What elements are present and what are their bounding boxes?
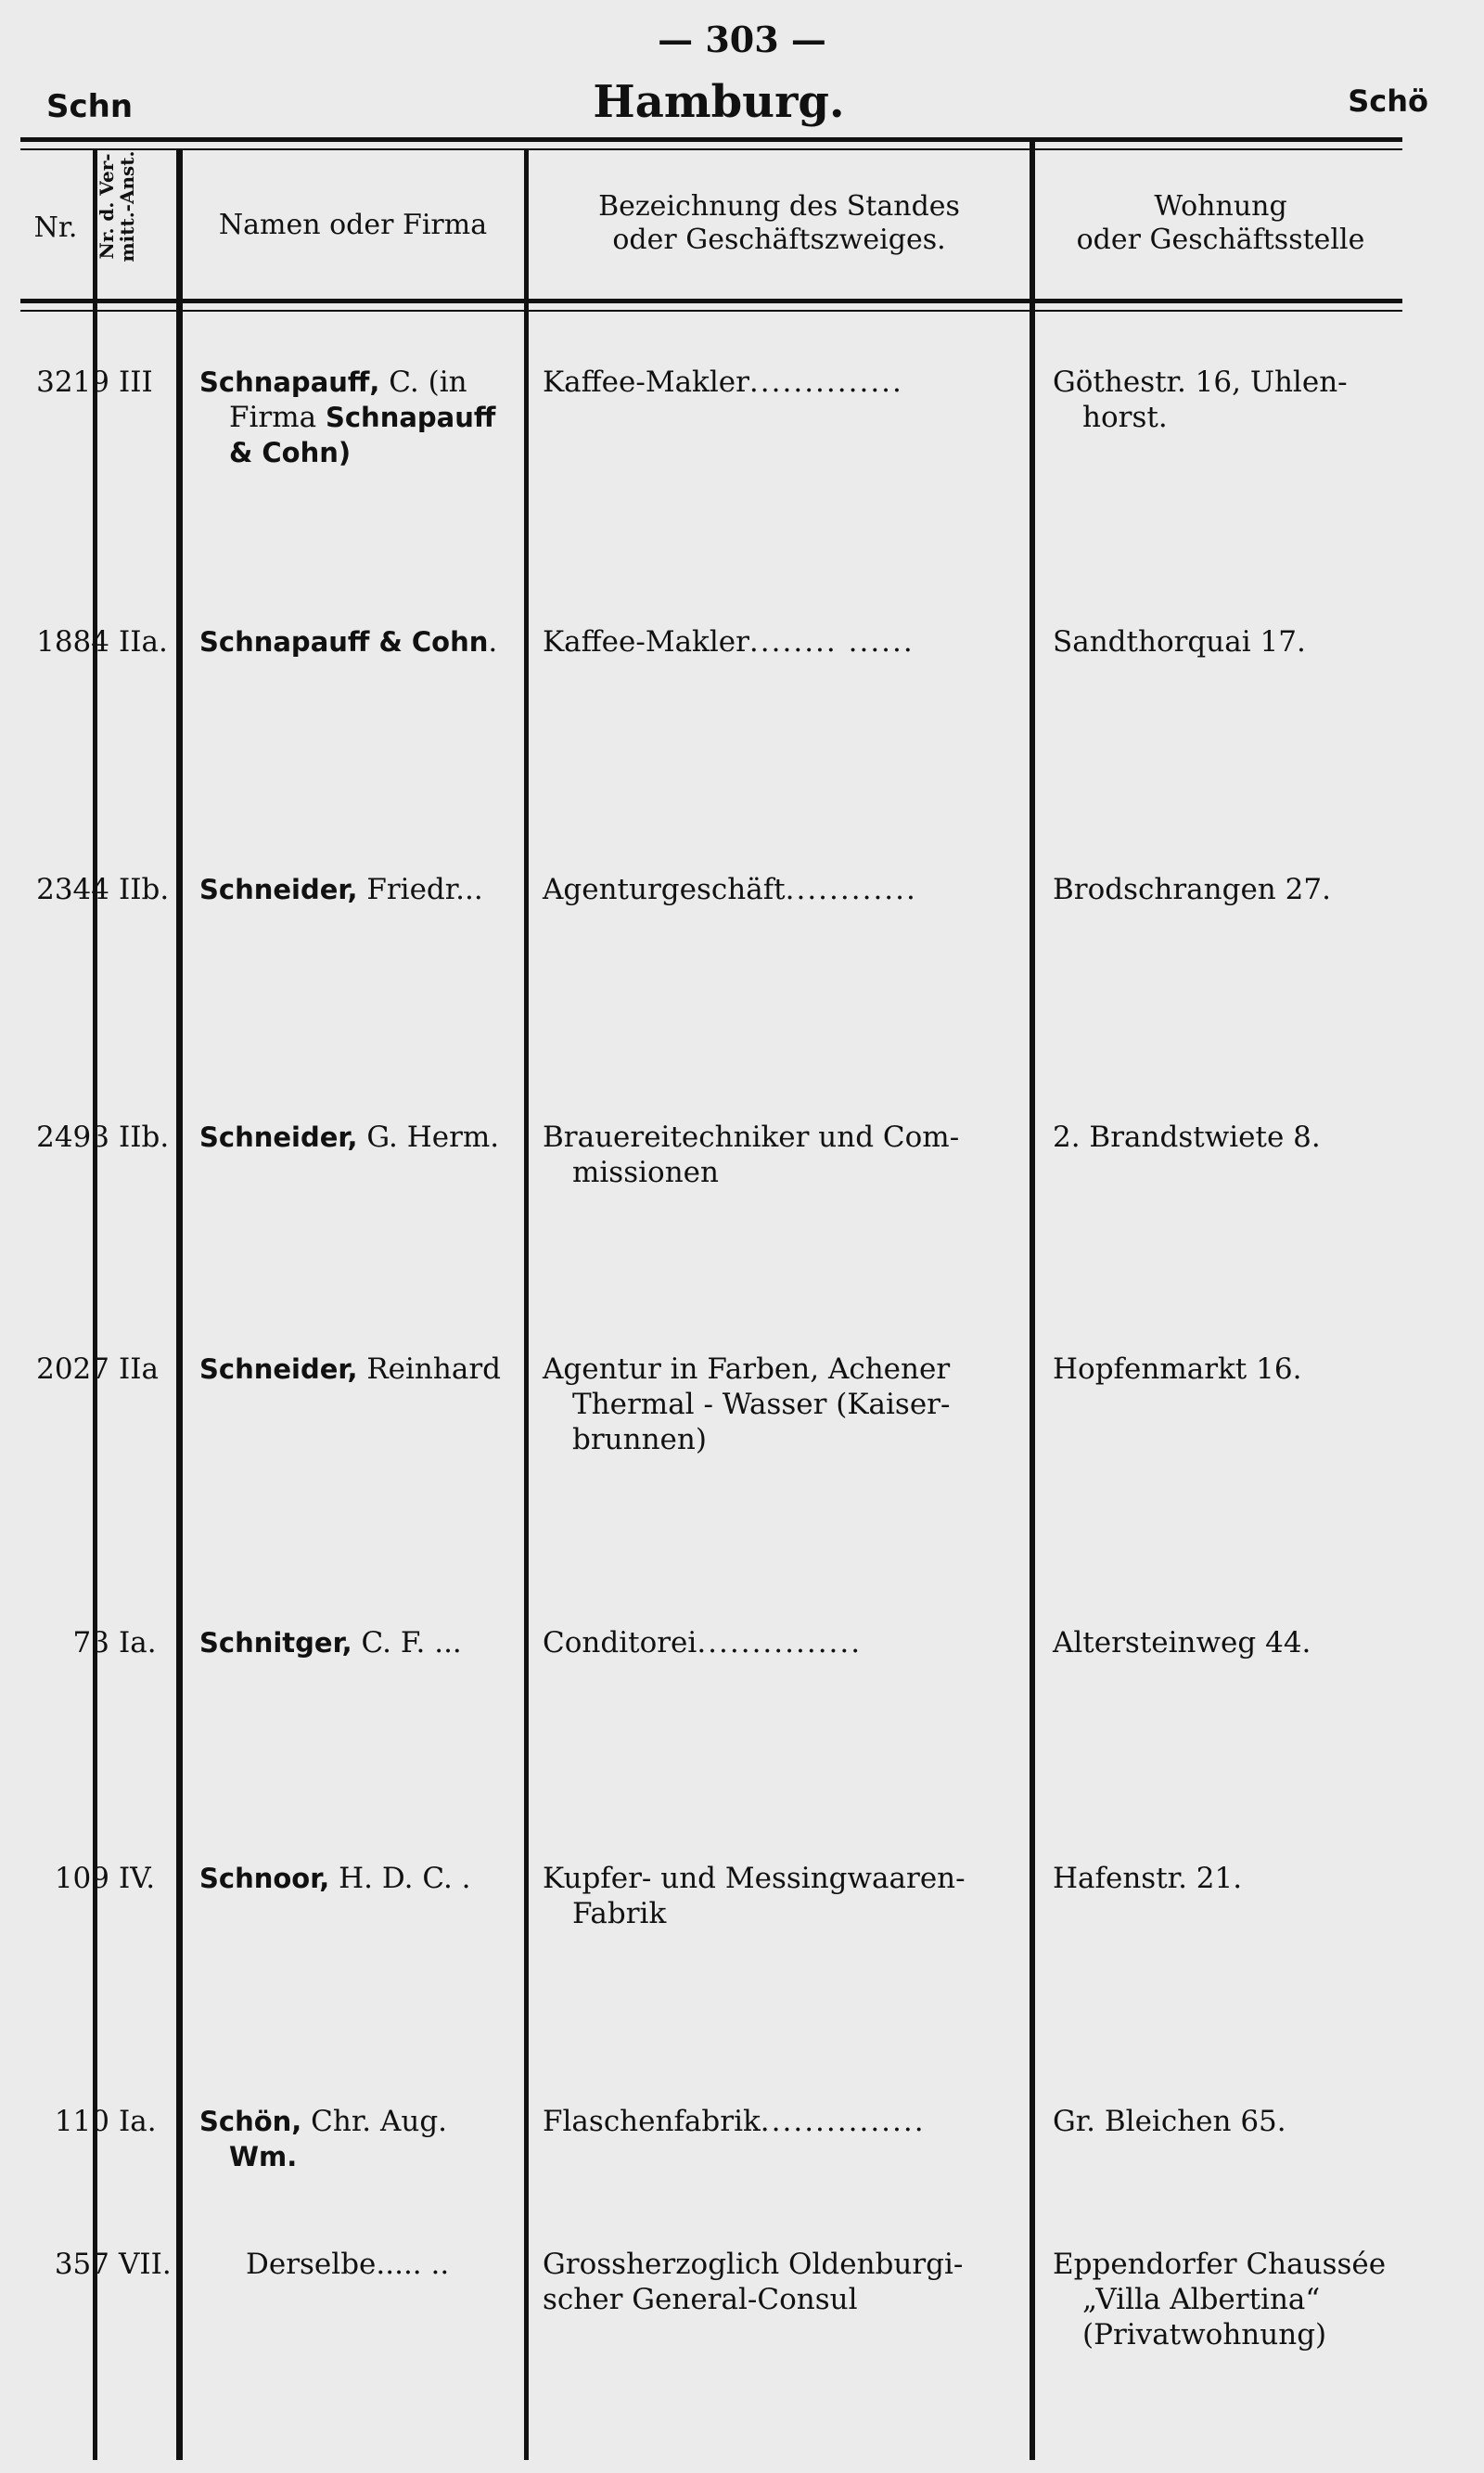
entry-desc-line2: Fabrik	[572, 1897, 667, 1930]
entry-addr-line1: Eppendorfer Chaussée	[1053, 2248, 1387, 2281]
entry-desc	[543, 872, 1025, 907]
entry-desc-line2: missionen	[572, 1156, 719, 1189]
column-header-vermitt-anst	[96, 148, 137, 264]
entry-class: IIa	[119, 1352, 159, 1386]
column-header-desc	[529, 190, 1030, 257]
entry-surname: Schneider,	[199, 1121, 358, 1153]
col-divider-3	[524, 150, 529, 2460]
column-header-addr	[1035, 190, 1406, 257]
entry-surname: Schneider,	[199, 874, 358, 905]
column-header-nr: Nr.	[33, 211, 78, 244]
entry-desc	[543, 2247, 1025, 2317]
entry-desc	[543, 2104, 1025, 2139]
entry-name-rest: G. Herm.	[357, 1121, 500, 1154]
entry-class: Ia.	[119, 2105, 157, 2138]
column-header-name: Namen oder Firma	[218, 209, 488, 241]
entry-addr: 2. Brandstwiete 8.	[1053, 1121, 1321, 1154]
entry-desc	[543, 1352, 1025, 1457]
entry-name-rest: Reinhard	[357, 1352, 501, 1386]
page-number: — 303 —	[658, 19, 826, 60]
entry-name-line2-bold: Schnapauff	[325, 402, 496, 433]
entry-addr	[1053, 365, 1424, 435]
entry-nr: 109	[54, 1862, 109, 1895]
entry-name	[199, 2104, 524, 2174]
running-head-right: Schö	[1348, 83, 1428, 119]
entry-name	[199, 624, 524, 660]
entry-name-rest: .	[488, 625, 498, 659]
entry-nr: 2344	[36, 873, 109, 906]
entry-nr: 357	[54, 2248, 109, 2281]
entry-class: III	[119, 365, 153, 399]
entry-surname: Schnapauff,	[199, 366, 380, 398]
entry-desc-line2: scher General-Consul	[543, 2283, 858, 2316]
entry-nr: 1884	[36, 625, 109, 659]
column-header-vermitt-anst-text: Nr. d. Ver- mitt.-Anst.	[96, 150, 138, 263]
entry-name-rest: Derselbe..... ..	[246, 2248, 450, 2281]
entry-name	[199, 2247, 524, 2282]
header-bottom-rule-1	[20, 299, 1402, 303]
entry-addr-line2: horst.	[1082, 401, 1168, 434]
entry-class: Ia.	[119, 1626, 157, 1659]
entry-desc-text: Conditorei	[543, 1626, 697, 1659]
entry-name-line2-pre: Firma	[229, 401, 326, 434]
page-title: Hamburg.	[593, 76, 845, 128]
entry-class: IIb.	[119, 1121, 170, 1154]
entry-name	[199, 1625, 524, 1660]
entry-desc-line3: brunnen)	[572, 1423, 707, 1456]
entry-name-rest: C. F. ...	[352, 1626, 462, 1659]
entry-surname: Schneider,	[199, 1353, 358, 1385]
entry-class: IV.	[119, 1862, 156, 1895]
column-header-desc-line1: Bezeichnung des Standes	[598, 190, 960, 223]
entry-addr: Brodschrangen 27.	[1053, 873, 1331, 906]
entry-addr: Gr. Bleichen 65.	[1053, 2105, 1286, 2138]
entry-desc-line1: Kupfer- und Messingwaaren-	[543, 1862, 966, 1895]
running-head-left: Schn	[46, 88, 134, 125]
entry-addr: Hopfenmarkt 16.	[1053, 1352, 1302, 1386]
header-bottom-rule-2	[20, 310, 1402, 312]
entry-desc-line2: Thermal - Wasser (Kaiser-	[572, 1388, 951, 1421]
entry-desc	[543, 1625, 1025, 1660]
entry-name-line2	[199, 400, 524, 435]
entry-class: IIa.	[119, 625, 168, 659]
col-divider-4	[1030, 141, 1035, 2460]
entry-addr-line3: (Privatwohnung)	[1082, 2318, 1327, 2351]
entry-desc	[543, 1861, 1025, 1931]
entry-class: VII.	[119, 2248, 172, 2281]
entry-class: IIb.	[119, 873, 170, 906]
entry-desc-line1: Agentur in Farben, Achener	[543, 1352, 951, 1386]
entry-addr: Hafenstr. 21.	[1053, 1862, 1243, 1895]
entry-addr-line2: „Villa Albertina“	[1082, 2283, 1321, 2316]
column-header-addr-line1: Wohnung	[1154, 190, 1287, 223]
entry-name	[199, 1120, 524, 1155]
entry-desc-text: Agenturgeschäft	[543, 873, 786, 906]
entry-nr: 2027	[36, 1352, 109, 1386]
entry-addr: Sandthorquai 17.	[1053, 625, 1306, 659]
entry-surname: Schnoor,	[199, 1863, 330, 1894]
entry-nr: 73	[72, 1626, 109, 1659]
entry-desc-dots: ........ ......	[748, 625, 915, 659]
top-double-rule-2	[20, 148, 1402, 150]
entry-desc-dots: ............	[785, 873, 917, 906]
entry-desc-text: Kaffee-Makler	[543, 625, 749, 659]
entry-name	[199, 872, 524, 907]
entry-desc-dots: ...............	[760, 2105, 926, 2138]
entry-desc-text: Kaffee-Makler	[543, 365, 749, 399]
entry-name-rest: H. D. C. .	[329, 1862, 471, 1895]
entry-addr	[1053, 2247, 1424, 2352]
entry-name	[199, 365, 524, 470]
entry-name	[199, 1861, 524, 1896]
entry-desc	[543, 1120, 1025, 1190]
entry-desc-line1: Brauereitechniker und Com-	[543, 1121, 960, 1154]
entry-name-rest: Chr. Aug.	[301, 2105, 448, 2138]
entry-name	[199, 1352, 524, 1387]
entry-desc-dots: ...............	[697, 1626, 863, 1659]
entry-desc	[543, 624, 1025, 660]
entry-name-rest: C. (in	[379, 365, 467, 399]
entry-name-rest: Friedr...	[357, 873, 483, 906]
entry-addr: Altersteinweg 44.	[1053, 1626, 1311, 1659]
entry-desc	[543, 365, 1025, 400]
entry-nr: 2493	[36, 1121, 109, 1154]
entry-nr: 3219	[36, 365, 109, 399]
entry-desc-line1: Grossherzoglich Oldenburgi-	[543, 2248, 964, 2281]
entry-surname: Schnapauff & Cohn	[199, 626, 489, 658]
entry-nr: 110	[54, 2105, 109, 2138]
entry-name-line2: Wm.	[229, 2141, 298, 2172]
entry-surname: Schnitger,	[199, 1627, 352, 1659]
column-header-addr-line2: oder Geschäftsstelle	[1076, 224, 1365, 256]
top-double-rule-1	[20, 137, 1402, 142]
column-header-desc-line2: oder Geschäftszweiges.	[612, 224, 946, 256]
entry-desc-dots: ..............	[748, 365, 903, 399]
entry-name-line3: & Cohn)	[229, 437, 352, 468]
entry-surname: Schön,	[199, 2106, 302, 2137]
entry-addr-line1: Göthestr. 16, Uhlen-	[1053, 365, 1348, 399]
entry-desc-text: Flaschenfabrik	[543, 2105, 761, 2138]
